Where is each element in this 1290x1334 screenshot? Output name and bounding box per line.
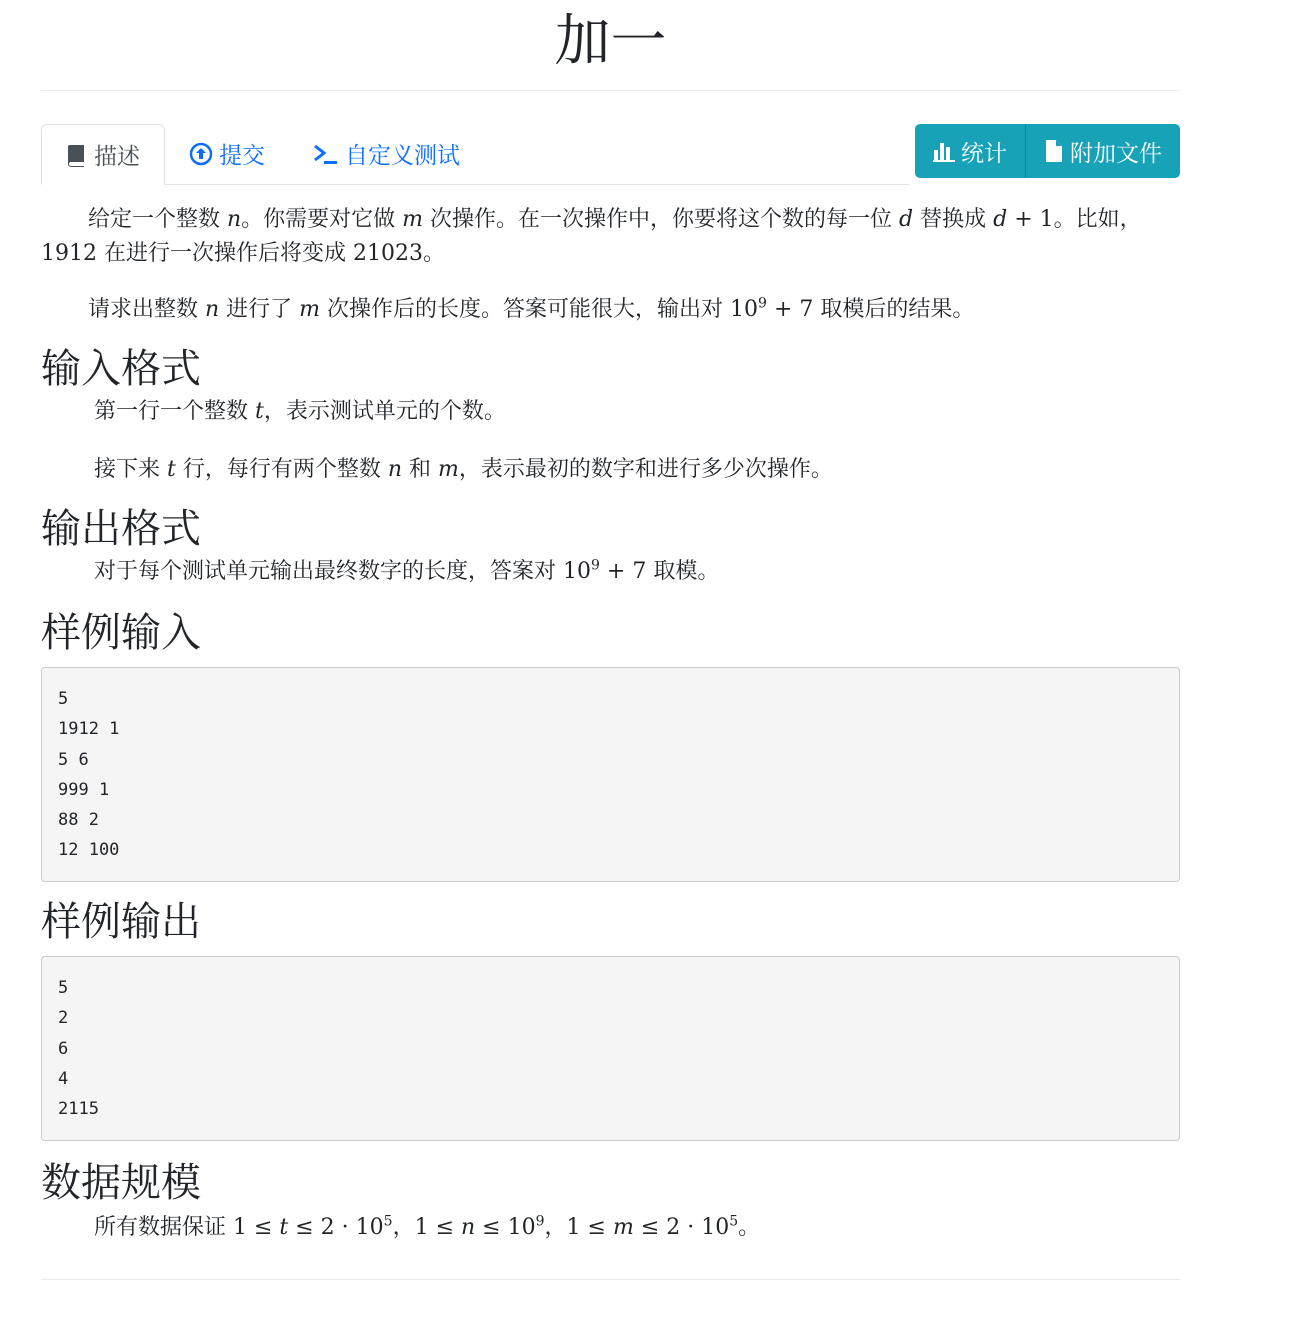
tab-label: 自定义测试 xyxy=(345,143,460,169)
problem-container xyxy=(41,0,1180,1280)
sample-input-heading: 样例输入 xyxy=(41,610,201,656)
tab-label: 描述 xyxy=(94,144,140,170)
sample-output-heading: 样例输出 xyxy=(41,899,201,945)
button-label: 统计 xyxy=(961,140,1007,167)
problem-content xyxy=(41,203,1180,1280)
output-format-heading: 输出格式 xyxy=(41,506,201,552)
input-format-heading: 输入格式 xyxy=(41,346,201,392)
input-format-line-1: 第一行一个整数 t，表示测试单元的个数。 xyxy=(94,399,506,424)
button-label: 附加文件 xyxy=(1070,140,1162,167)
terminal-icon xyxy=(313,142,339,166)
file-icon xyxy=(1044,139,1064,163)
upload-circle-icon xyxy=(189,142,213,166)
sample-input-block: 5 1912 1 5 6 999 1 88 2 12 100 xyxy=(41,667,1180,882)
constraints-heading: 数据规模 xyxy=(41,1160,201,1206)
bottom-divider xyxy=(41,1279,1180,1280)
attachments-button[interactable] xyxy=(1025,124,1180,178)
output-format-line-1: 对于每个测试单元输出最终数字的长度，答案对 $10^9 + 7$ 取模。 xyxy=(94,557,720,584)
tab-submit[interactable] xyxy=(165,124,289,183)
page-title: 加一 xyxy=(41,0,1180,91)
description-paragraph-2: 请求出整数 n 进行了 m 次操作后的长度。答案可能很大，输出对 $10^9 + 7$ 取模后的结果。 xyxy=(88,295,975,322)
statistics-button[interactable] xyxy=(915,124,1025,178)
bar-chart-icon xyxy=(933,140,955,162)
description-paragraph-1: 给定一个整数 n。你需要对它做 m 次操作。在一次操作中，你要将这个数的每一位 d 替换成 d + 1。比如，1912 在进行一次操作后将变成 21023。 xyxy=(41,207,1142,266)
action-buttons xyxy=(915,124,1180,178)
problem-navbar xyxy=(41,91,1180,185)
tab-label: 提交 xyxy=(219,143,265,169)
input-format-line-2: 接下来 t 行，每行有两个整数 n 和 m，表示最初的数字和进行多少次操作。 xyxy=(94,457,833,482)
tab-custom-test[interactable] xyxy=(289,124,484,183)
sample-output-block: 5 2 6 4 2115 xyxy=(41,956,1180,1141)
constraints-line-1: 所有数据保证 $1 \le t \le 2 \cdot 10^5$，$1 \le n \le 10^9$，$1 \le m \le 2 \cdot 10^5$。 xyxy=(94,1213,761,1240)
tab-bar xyxy=(41,124,909,185)
tab-description[interactable] xyxy=(41,124,165,185)
book-icon xyxy=(66,143,88,167)
